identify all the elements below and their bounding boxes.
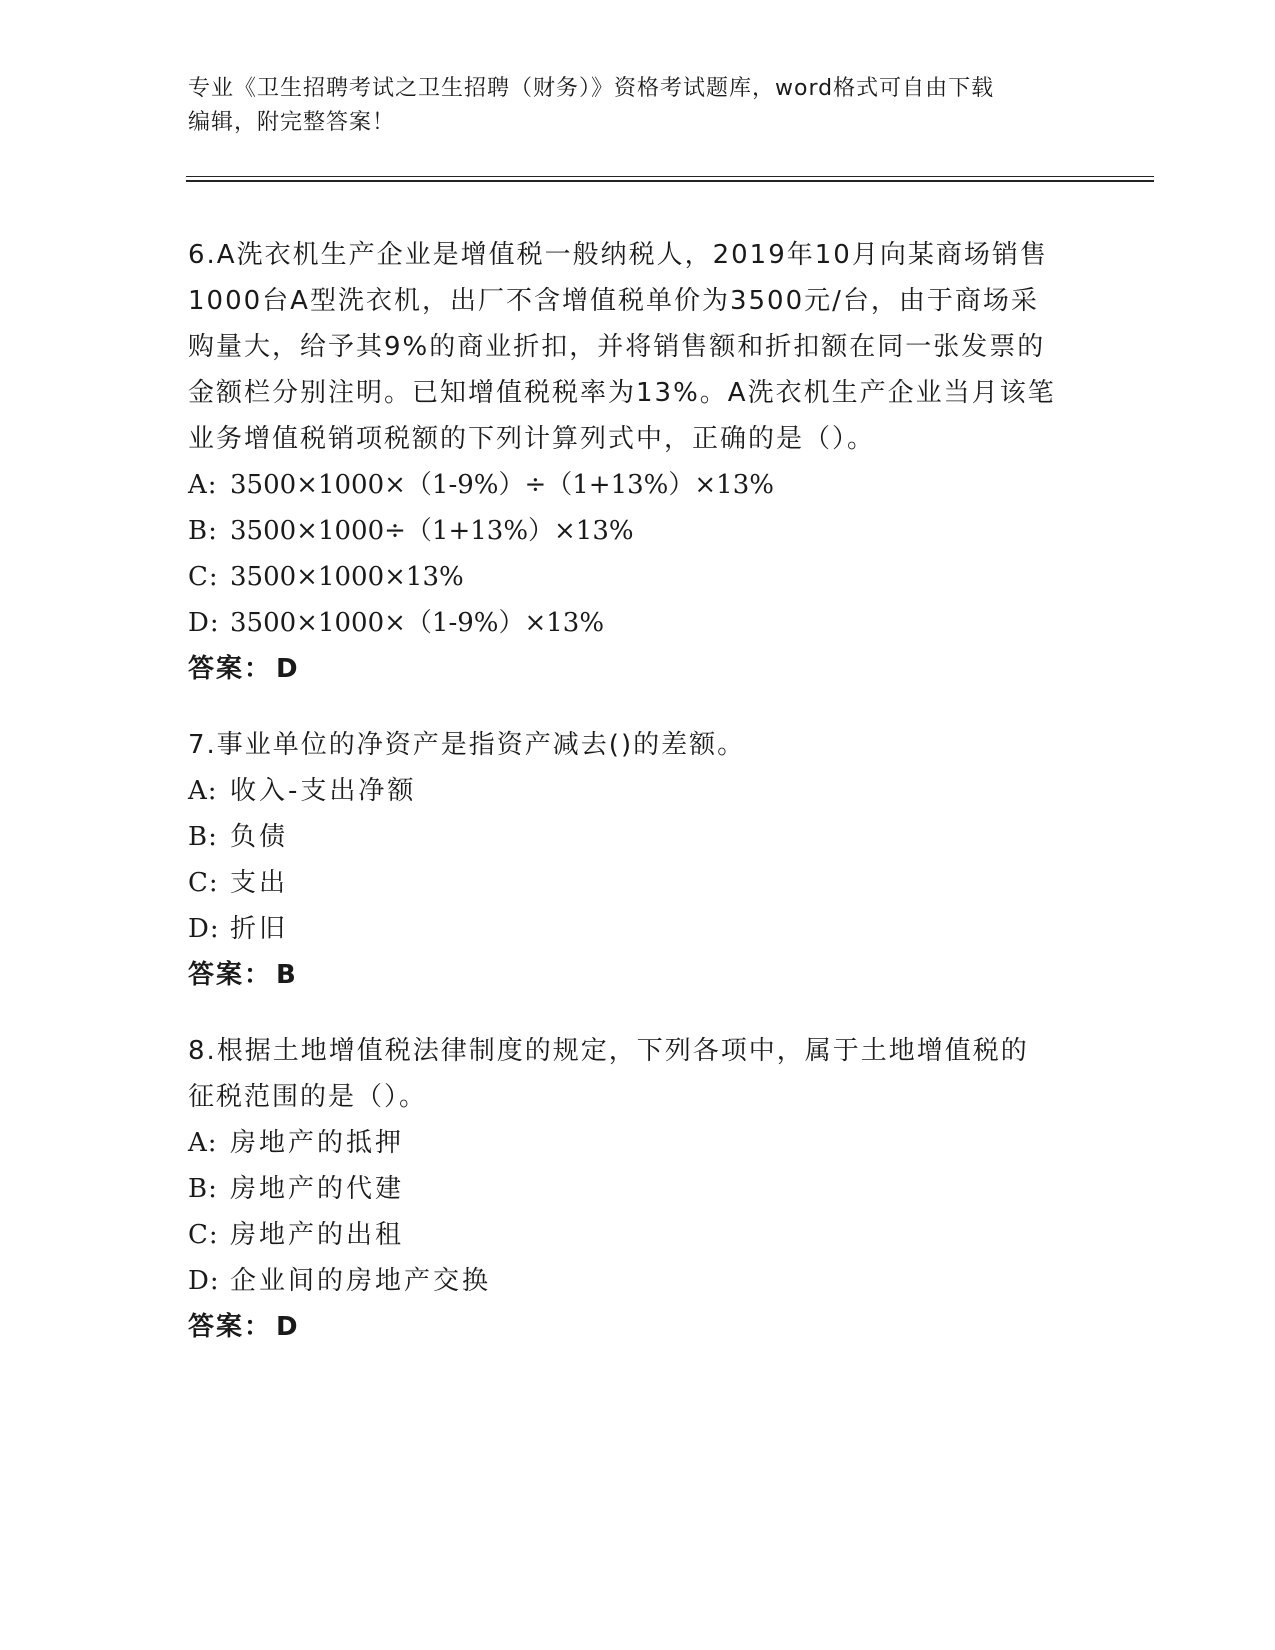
answer-label: 答案： (188, 654, 273, 684)
option-c (188, 554, 1088, 600)
option-letter: D: (188, 914, 220, 944)
option-letter: D: (188, 1266, 220, 1296)
stem-line: 6.A洗衣机生产企业是增值税一般纳税人，2019年10月向某商场销售 (188, 240, 1048, 270)
option-b (188, 814, 1088, 860)
header-line: 专业《卫生招聘考试之卫生招聘（财务）》资格考试题库，word格式可自由下载 (188, 76, 995, 101)
question-6 (188, 232, 1088, 692)
stem-line: 征税范围的是（）。 (188, 1082, 428, 1112)
answer-value: B (276, 960, 298, 990)
option-text: 折旧 (230, 914, 289, 944)
answer-value: D (276, 654, 300, 684)
option-d (188, 1258, 1088, 1304)
option-text: 企业间的房地产交换 (230, 1266, 492, 1296)
option-letter: C: (188, 868, 219, 898)
header-line: 编辑，附完整答案！ (188, 110, 396, 135)
question-list (188, 232, 1088, 1380)
question-stem (188, 722, 1088, 768)
option-text: 房地产的抵押 (230, 1128, 405, 1158)
option-letter: C: (188, 562, 219, 592)
option-a (188, 462, 1088, 508)
header-divider-thick (186, 180, 1154, 182)
option-b (188, 508, 1088, 554)
answer-value: D (276, 1312, 300, 1342)
question-stem (188, 232, 1088, 462)
option-letter: B: (188, 822, 218, 852)
option-letter: A: (188, 1128, 218, 1158)
stem-line: 1000台A型洗衣机，出厂不含增值税单价为3500元/台，由于商场采 (188, 286, 1039, 316)
option-text: 3500×1000×13% (230, 562, 464, 592)
question-stem (188, 1028, 1088, 1120)
option-text: 房地产的代建 (230, 1174, 405, 1204)
option-letter: B: (188, 516, 218, 546)
option-letter: A: (188, 776, 218, 806)
option-c (188, 1212, 1088, 1258)
option-c (188, 860, 1088, 906)
option-text: 房地产的出租 (230, 1220, 405, 1250)
option-text: 支出 (230, 868, 289, 898)
option-text: 负债 (230, 822, 289, 852)
stem-line: 业务增值税销项税额的下列计算列式中，正确的是（）。 (188, 424, 876, 454)
option-d (188, 600, 1088, 646)
option-text: 3500×1000×（1-9%）×13% (230, 608, 605, 638)
answer-line (188, 646, 1088, 692)
option-letter: B: (188, 1174, 218, 1204)
stem-line: 8.根据土地增值税法律制度的规定，下列各项中，属于土地增值税的 (188, 1036, 1029, 1066)
question-8 (188, 1028, 1088, 1350)
option-a (188, 768, 1088, 814)
answer-line (188, 952, 1088, 998)
header-divider-thin (186, 176, 1154, 177)
question-7 (188, 722, 1088, 998)
option-text: 3500×1000÷（1+13%）×13% (230, 516, 634, 546)
answer-line (188, 1304, 1088, 1350)
document-header (188, 72, 1088, 140)
stem-line: 7.事业单位的净资产是指资产减去()的差额。 (188, 730, 746, 760)
stem-line: 购量大，给予其9%的商业折扣，并将销售额和折扣额在同一张发票的 (188, 332, 1046, 362)
option-text: 3500×1000×（1-9%）÷（1+13%）×13% (230, 470, 774, 500)
option-text: 收入-支出净额 (230, 776, 417, 806)
option-d (188, 906, 1088, 952)
option-letter: C: (188, 1220, 219, 1250)
option-a (188, 1120, 1088, 1166)
answer-label: 答案： (188, 960, 273, 990)
option-letter: D: (188, 608, 220, 638)
option-b (188, 1166, 1088, 1212)
answer-label: 答案： (188, 1312, 273, 1342)
stem-line: 金额栏分别注明。已知增值税税率为13%。A洗衣机生产企业当月该笔 (188, 378, 1056, 408)
option-letter: A: (188, 470, 218, 500)
